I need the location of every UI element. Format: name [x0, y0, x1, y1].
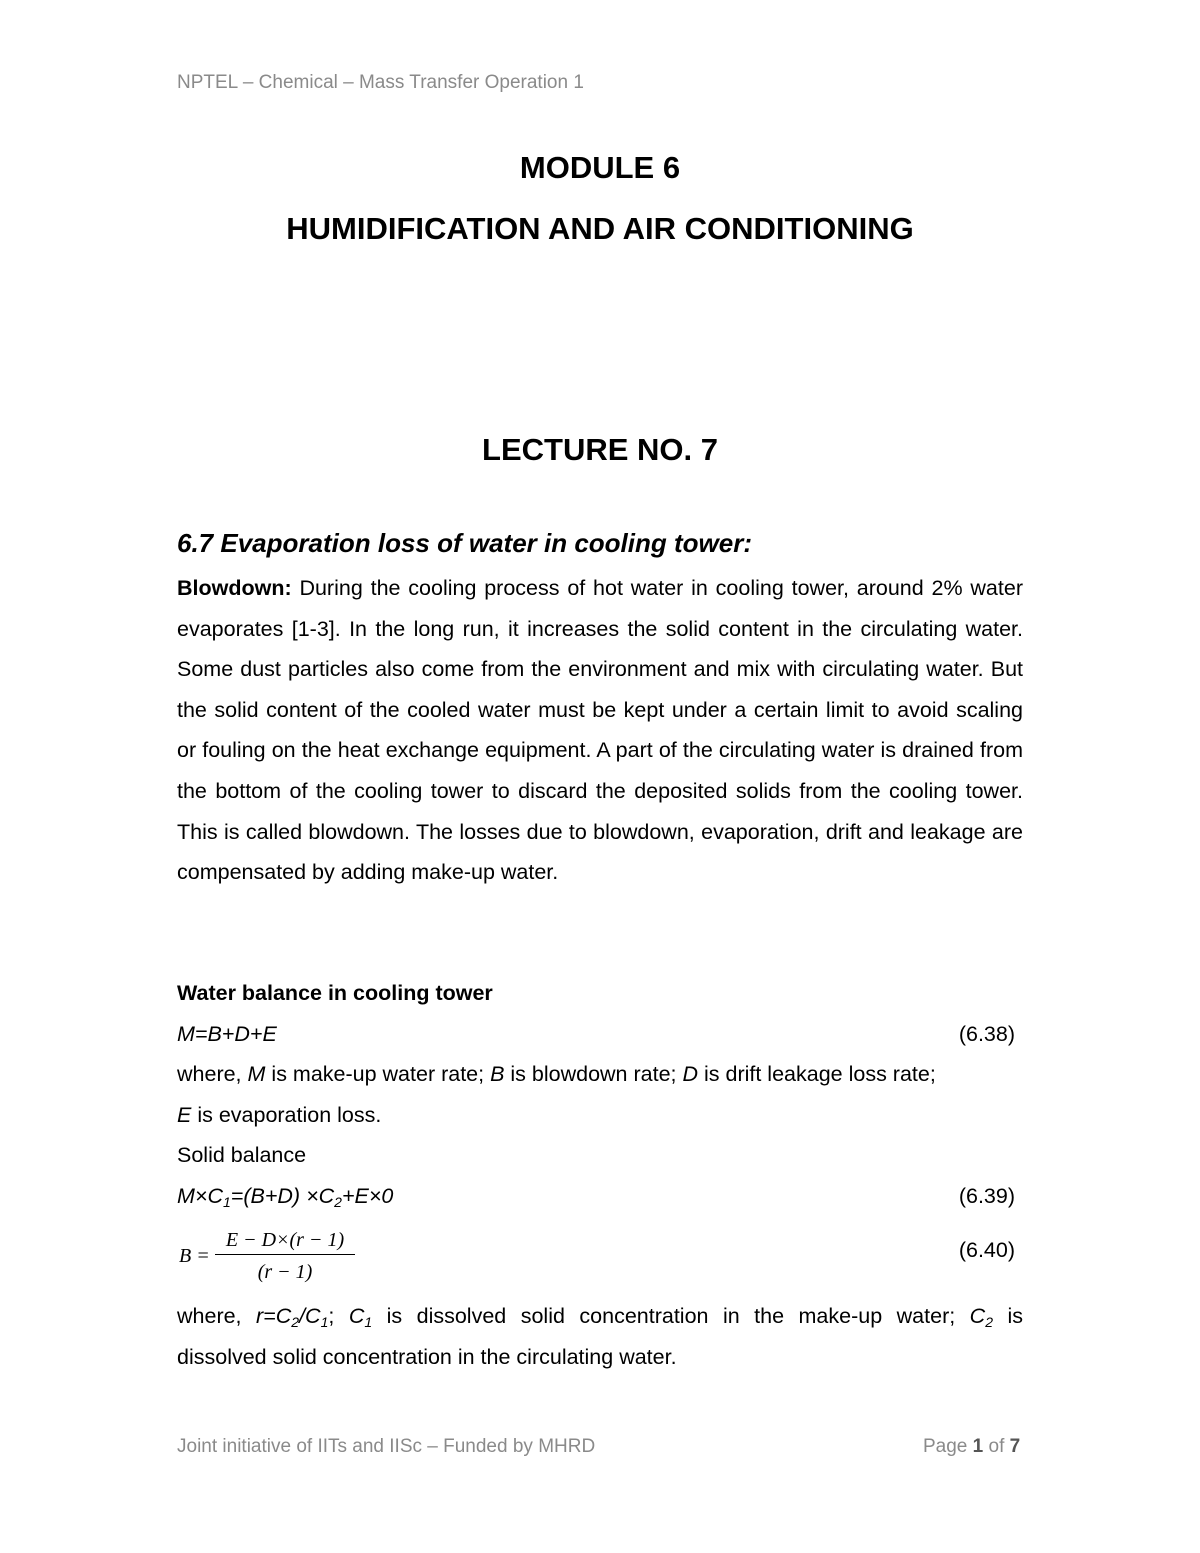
var-m: M	[247, 1062, 266, 1087]
where-r-line2: dissolved solid concentration in the circulating water.	[177, 1344, 677, 1369]
fraction	[215, 1226, 355, 1285]
blowdown-label: Blowdown:	[177, 576, 292, 600]
equation-6-39-text: $M\times C_1=(B+D) \times C_2+E\times 0$	[177, 1183, 394, 1210]
var-e: E	[177, 1102, 192, 1127]
water-balance-definitions	[177, 1054, 1023, 1095]
equation-6-40	[177, 1220, 1023, 1300]
fraction-numerator: E − D×(r − 1)	[225, 1229, 345, 1251]
module-title: MODULE 6	[519, 150, 681, 185]
fraction-lhs: B =	[179, 1245, 210, 1267]
equation-6-39	[177, 1176, 1023, 1217]
water-balance-definitions-cont	[177, 1095, 1023, 1136]
var-d: D	[682, 1062, 699, 1087]
def-d: is drift leakage loss rate;	[698, 1062, 936, 1087]
module-subtitle: HUMIDIFICATION AND AIR CONDITIONING	[286, 211, 914, 246]
fraction-denominator: (r − 1)	[257, 1261, 313, 1283]
where-prefix: where,	[177, 1062, 248, 1087]
equation-number-6-38: (6.38)	[958, 1021, 1015, 1046]
solid-balance-heading: Solid balance	[177, 1143, 307, 1168]
lecture-title: LECTURE NO. 7	[482, 432, 718, 467]
page-header: NPTEL – Chemical – Mass Transfer Operation 1	[177, 72, 584, 93]
def-e: is evaporation loss.	[191, 1102, 382, 1127]
equation-number-6-40: (6.40)	[958, 1238, 1015, 1262]
blowdown-text: During the cooling process of hot water in cooling tower, around 2% water evaporates [1-3]. In the long run, it increases the solid content in the circulating water. Some dust particles also come from the environment and mix with circulating water. But the solid content of the cooled water must be kept under a certain limit to avoid scaling or fouling on the heat exchange equipment. A part of the circulating water is drained from the bottom of the cooling tower to discard the deposited solids from the cooling tower. This is called blowdown. The losses due to blowdown, evaporation, drift and leakage are compensated by adding make-up water.	[177, 576, 1023, 885]
section-heading: 6.7 Evaporation loss of water in cooling tower:	[177, 528, 752, 558]
page-number: Page 1 of 7	[923, 1436, 1021, 1457]
equation-number-6-39: (6.39)	[958, 1183, 1015, 1208]
equation-6-38-text: M=B+D+E	[177, 1021, 277, 1046]
water-balance-block	[177, 973, 1023, 1217]
footer-left: Joint initiative of IITs and IISc – Funded by MHRD	[177, 1436, 596, 1457]
where-r-paragraph: where, $r=C_2/C_1$; $C_1$ is dissolved solid concentration in the make-up water; $C_2$ is dissolved solid concentration in the circulating water.	[177, 1296, 1023, 1377]
def-b: is blowdown rate;	[504, 1062, 683, 1087]
blowdown-paragraph	[177, 568, 1023, 893]
def-m: is make-up water rate;	[265, 1062, 491, 1087]
var-b: B	[490, 1062, 505, 1087]
water-balance-heading: Water balance in cooling tower	[177, 981, 493, 1005]
equation-6-38	[177, 1014, 1023, 1055]
